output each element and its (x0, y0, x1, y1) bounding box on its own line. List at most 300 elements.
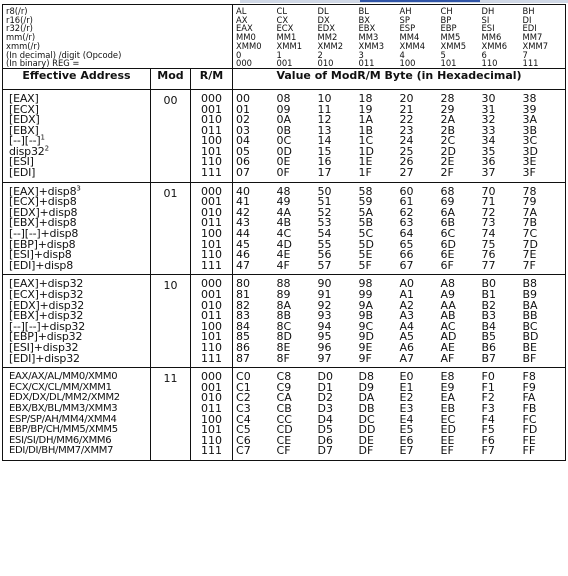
address-text: ECX/CX/CL/MM/XMM1 (9, 381, 112, 393)
modrm-value-column (479, 89, 520, 182)
modrm-value-column (315, 368, 356, 461)
modrm-hex-value: 24 (399, 134, 414, 148)
modrm-hex-value: A1 (399, 288, 415, 302)
modrm-hex-value: 99 (358, 288, 373, 302)
reg-bin: 111 (522, 58, 539, 69)
modrm-hex-value: EF (440, 444, 454, 458)
modrm-hex-value: 94 (317, 319, 332, 333)
modrm-hex-value: 38 (522, 91, 537, 105)
modrm-hex-value: 35 (481, 144, 496, 158)
reg-digit: 3 (358, 49, 364, 60)
rm-value: 000 (201, 91, 222, 105)
rm-cell (191, 89, 233, 182)
reg-r32: ECX (276, 23, 294, 34)
rm-value: 010 (201, 391, 222, 405)
address-text: [ESI]+disp32 (9, 340, 79, 354)
modrm-hex-value: 83 (236, 309, 251, 323)
modrm-value-column (520, 89, 566, 182)
reg-digit: 7 (522, 49, 528, 60)
modrm-hex-value: B8 (522, 277, 538, 291)
modrm-value-column (315, 275, 356, 368)
modrm-hex-value: 00 (236, 91, 251, 105)
operand-label: mm(/r) (6, 32, 36, 43)
address-text: [--][--]+disp32 (9, 319, 86, 333)
modrm-hex-value: A0 (399, 277, 415, 291)
modrm-hex-value: 04 (236, 134, 251, 148)
modrm-hex-value: BE (522, 340, 538, 354)
modrm-hex-value: 68 (440, 184, 455, 198)
modrm-hex-value: 66 (399, 248, 414, 262)
operand-label: (In binary) REG = (6, 58, 80, 69)
modrm-hex-value: 67 (399, 258, 414, 272)
address-text: [EBP]+disp8 (9, 237, 76, 251)
reg-xmm: XMM2 (317, 40, 344, 51)
modrm-hex-value: 56 (317, 248, 332, 262)
modrm-hex-value: 81 (236, 288, 251, 302)
modrm-value-column (520, 182, 566, 275)
modrm-hex-value: 11 (317, 102, 332, 116)
operand-label: xmm(/r) (6, 40, 41, 51)
address-text: ESP/SP/AH/MM4/XMM4 (9, 413, 117, 425)
modrm-hex-value: 09 (276, 102, 291, 116)
modrm-hex-value: 32 (481, 113, 496, 127)
modrm-hex-value: 16 (317, 155, 332, 169)
modrm-hex-value: 36 (481, 155, 496, 169)
modrm-hex-value: 2E (440, 155, 455, 169)
effective-address-cell (3, 182, 151, 275)
modrm-hex-value: 54 (317, 227, 332, 241)
modrm-hex-value: AF (440, 351, 455, 365)
modrm-value-column (397, 368, 438, 461)
modrm-hex-value: E2 (399, 391, 414, 405)
rm-value: 001 (201, 102, 222, 116)
modrm-hex-value: 1F (358, 166, 372, 180)
reg-r16: SI (481, 14, 490, 25)
modrm-value-column (233, 275, 274, 368)
rm-value: 001 (201, 288, 222, 302)
address-text: [ECX]+disp32 (9, 288, 84, 302)
modrm-hex-value: 69 (440, 195, 455, 209)
modrm-hex-value: 8A (276, 298, 292, 312)
operand-label: r8(/r) (6, 6, 28, 16)
modrm-hex-value: 33 (481, 123, 496, 137)
reg-bin: 001 (276, 58, 293, 69)
modrm-hex-value: 31 (481, 102, 496, 116)
modrm-hex-value: 26 (399, 155, 414, 169)
modrm-hex-value: 64 (399, 227, 414, 241)
modrm-hex-value: 93 (317, 309, 332, 323)
modrm-value-column (438, 89, 479, 182)
modrm-hex-value: CF (276, 444, 291, 458)
value-header: Value of ModR/M Byte (in Hexadecimal) (233, 68, 566, 89)
reg-column-3 (356, 5, 397, 69)
modrm-hex-value: 51 (317, 195, 332, 209)
reg-r8: BH (522, 6, 535, 16)
modrm-hex-value: 5E (358, 248, 373, 262)
modrm-hex-value: 28 (440, 91, 455, 105)
modrm-value-column (274, 368, 315, 461)
reg-bin: 000 (236, 58, 253, 69)
address-text: [EDX]+disp8 (9, 205, 78, 219)
rm-value: 100 (201, 227, 222, 241)
modrm-hex-value: BF (522, 351, 537, 365)
modrm-hex-value: 2D (440, 144, 456, 158)
modrm-hex-value: 76 (481, 248, 496, 262)
reg-digit: 5 (440, 49, 446, 60)
modrm-hex-value: 8F (276, 351, 290, 365)
modrm-hex-value: BC (522, 319, 538, 333)
modrm-table (2, 4, 566, 461)
modrm-hex-value: D8 (358, 370, 374, 384)
modrm-hex-value: DF (358, 444, 374, 458)
modrm-hex-value: 2C (440, 134, 456, 148)
modrm-hex-value: 86 (236, 340, 251, 354)
reg-r16: SP (399, 14, 410, 25)
rm-cell (191, 182, 233, 275)
address-text: [EDX] (9, 113, 40, 127)
modrm-value-column (479, 182, 520, 275)
rm-value: 011 (201, 216, 222, 230)
reg-digit: 1 (276, 49, 282, 60)
address-text: [EBX]+disp32 (9, 309, 84, 323)
rm-value: 001 (201, 380, 222, 394)
modrm-value-column (479, 275, 520, 368)
modrm-value-column (520, 368, 566, 461)
modrm-hex-value: 06 (236, 155, 251, 169)
modrm-hex-value: F2 (481, 391, 495, 405)
effective-address (9, 168, 150, 179)
modrm-hex-value: ED (440, 423, 456, 437)
modrm-hex-value: 6C (440, 227, 456, 241)
modrm-hex-value: F3 (481, 401, 495, 415)
modrm-hex-value: F1 (481, 380, 495, 394)
reg-column-6 (479, 5, 520, 69)
modrm-value-column (274, 89, 315, 182)
modrm-hex-value: 8E (276, 340, 291, 354)
modrm-value-column (315, 89, 356, 182)
address-text: EBX/BX/BL/MM3/XMM3 (9, 402, 118, 414)
modrm-hex-value: EE (440, 433, 455, 447)
mod-group-00 (3, 89, 566, 182)
modrm-hex-value: E3 (399, 401, 414, 415)
modrm-hex-value: 0E (276, 155, 291, 169)
rm-value: 010 (201, 205, 222, 219)
modrm-hex-value: 5C (358, 227, 374, 241)
modrm-hex-value: 7C (522, 227, 538, 241)
modrm-hex-value: DC (358, 412, 375, 426)
modrm-hex-value: 34 (481, 134, 496, 148)
rm-value: 111 (201, 166, 222, 180)
modrm-hex-value: A7 (399, 351, 415, 365)
modrm-hex-value: E8 (440, 370, 455, 384)
modrm-hex-value: 29 (440, 102, 455, 116)
modrm-hex-value: 6F (440, 258, 454, 272)
modrm-hex-value: C7 (236, 444, 251, 458)
modrm-hex-value: 47 (236, 258, 251, 272)
modrm-value-column (233, 368, 274, 461)
modrm-hex-value: 25 (399, 144, 414, 158)
reg-digit: 2 (317, 49, 323, 60)
modrm-hex-value: 2B (440, 123, 456, 137)
reg-column-0 (233, 5, 274, 69)
modrm-hex-value: F8 (522, 370, 536, 384)
modrm-hex-value: 98 (358, 277, 373, 291)
modrm-hex-value: A4 (399, 319, 415, 333)
modrm-hex-value: 1D (358, 144, 374, 158)
reg-column-4 (397, 5, 438, 69)
modrm-hex-value: 9A (358, 298, 374, 312)
reg-r16: DX (317, 14, 330, 25)
modrm-hex-value: 90 (317, 277, 332, 291)
modrm-hex-value: 23 (399, 123, 414, 137)
modrm-hex-value: C2 (236, 391, 251, 405)
address-text: [EDI]+disp32 (9, 351, 80, 365)
modrm-hex-value: 7E (522, 248, 537, 262)
modrm-hex-value: 4D (276, 237, 292, 251)
footnote-marker: 1 (40, 133, 45, 142)
modrm-hex-value: 9E (358, 340, 373, 354)
reg-bin: 110 (481, 58, 498, 69)
footnote-marker: 3 (76, 184, 81, 193)
modrm-hex-value: FB (522, 401, 537, 415)
modrm-hex-value: 19 (358, 102, 373, 116)
address-text: [ECX] (9, 102, 39, 116)
reg-mm: MM0 (236, 32, 256, 43)
rm-value: 101 (201, 144, 222, 158)
modrm-hex-value: 4A (276, 205, 292, 219)
modrm-hex-value: EB (440, 401, 456, 415)
reg-xmm: XMM3 (358, 40, 385, 51)
reg-r32: EBX (358, 23, 376, 34)
reg-xmm: XMM5 (440, 40, 467, 51)
rm-value: 101 (201, 423, 222, 437)
modrm-hex-value: C5 (236, 423, 251, 437)
modrm-hex-value: 03 (236, 123, 251, 137)
modrm-hex-value: 3E (522, 155, 537, 169)
modrm-hex-value: 55 (317, 237, 332, 251)
rm-value: 100 (201, 319, 222, 333)
rm-cell (191, 368, 233, 461)
address-text: [EDI] (9, 166, 36, 180)
reg-mm: MM5 (440, 32, 461, 43)
modrm-hex-value: 89 (276, 288, 291, 302)
modrm-hex-value: C9 (276, 380, 292, 394)
modrm-hex-value: 61 (399, 195, 414, 209)
modrm-hex-value: 30 (481, 91, 496, 105)
modrm-value-column (233, 182, 274, 275)
effective-address (9, 258, 150, 272)
modrm-hex-value: BA (522, 298, 538, 312)
modrm-hex-value: CD (276, 423, 293, 437)
modrm-hex-value: C0 (236, 370, 251, 384)
modrm-hex-value: DA (358, 391, 375, 405)
mod-header: Mod (151, 68, 191, 89)
modrm-hex-value: B1 (481, 288, 497, 302)
column-header-row (3, 68, 566, 89)
register-header-row (3, 5, 566, 69)
modrm-value-column (520, 275, 566, 368)
modrm-hex-value: 22 (399, 113, 414, 127)
reg-digit: 6 (481, 49, 487, 60)
modrm-hex-value: 0F (276, 166, 290, 180)
address-text: [ECX]+disp8 (9, 195, 77, 209)
effective-address-header: Effective Address (3, 68, 151, 89)
reg-r32: EBP (440, 23, 457, 34)
rm-value: 001 (201, 195, 222, 209)
modrm-hex-value: 63 (399, 216, 414, 230)
modrm-hex-value: CC (276, 412, 292, 426)
modrm-hex-value: 6D (440, 237, 456, 251)
modrm-hex-value: BB (522, 309, 538, 323)
modrm-hex-value: 79 (522, 195, 537, 209)
modrm-hex-value: 3A (522, 113, 538, 127)
reg-xmm: XMM7 (522, 40, 549, 51)
modrm-hex-value: A3 (399, 309, 415, 323)
rm-value: 111 (201, 351, 222, 365)
modrm-hex-value: FE (522, 433, 536, 447)
reg-bin: 100 (399, 58, 416, 69)
rm-value: 110 (201, 155, 222, 169)
modrm-hex-value: 44 (236, 227, 251, 241)
effective-address (9, 446, 150, 457)
modrm-hex-value: 46 (236, 248, 251, 262)
operand-label: (In decimal) /digit (Opcode) (6, 49, 122, 60)
modrm-hex-value: A2 (399, 298, 415, 312)
modrm-hex-value: 3F (522, 166, 536, 180)
modrm-hex-value: A9 (440, 288, 456, 302)
modrm-hex-value: 27 (399, 166, 414, 180)
modrm-hex-value: D4 (317, 412, 333, 426)
modrm-hex-value: B6 (481, 340, 497, 354)
modrm-hex-value: 78 (522, 184, 537, 198)
modrm-value-column (438, 275, 479, 368)
modrm-hex-value: 3B (522, 123, 538, 137)
modrm-hex-value: E7 (399, 444, 414, 458)
modrm-value-column (438, 368, 479, 461)
address-text: ESI/SI/DH/MM6/XMM6 (9, 434, 112, 446)
modrm-hex-value: D2 (317, 391, 333, 405)
modrm-hex-value: 7D (522, 237, 538, 251)
modrm-hex-value: AA (440, 298, 456, 312)
modrm-hex-value: 48 (276, 184, 291, 198)
reg-r16: BX (358, 14, 370, 25)
modrm-hex-value: 87 (236, 351, 251, 365)
modrm-hex-value: EA (440, 391, 455, 405)
modrm-hex-value: 21 (399, 102, 414, 116)
reg-r8: CL (276, 6, 288, 16)
rm-value: 000 (201, 370, 222, 384)
modrm-hex-value: A8 (440, 277, 456, 291)
modrm-hex-value: 4C (276, 227, 292, 241)
modrm-hex-value: 1C (358, 134, 374, 148)
reg-mm: MM2 (317, 32, 338, 43)
rm-value: 100 (201, 412, 222, 426)
modrm-hex-value: 18 (358, 91, 373, 105)
modrm-hex-value: 4B (276, 216, 292, 230)
modrm-hex-value: B4 (481, 319, 497, 333)
modrm-hex-value: 5D (358, 237, 374, 251)
rm-value: 011 (201, 401, 222, 415)
modrm-value-column (356, 89, 397, 182)
reg-mm: MM4 (399, 32, 420, 43)
modrm-hex-value: F9 (522, 380, 536, 394)
address-text: [EAX]+disp32 (9, 277, 84, 291)
modrm-hex-value: B3 (481, 309, 497, 323)
modrm-hex-value: 82 (236, 298, 251, 312)
modrm-hex-value: CB (276, 401, 292, 415)
modrm-hex-value: 53 (317, 216, 332, 230)
modrm-hex-value: 8D (276, 330, 292, 344)
address-text: disp32 (9, 144, 45, 158)
modrm-hex-value: DB (358, 401, 375, 415)
modrm-hex-value: 3D (522, 144, 538, 158)
modrm-hex-value: 0A (276, 113, 292, 127)
address-text: [EBP]+disp32 (9, 330, 83, 344)
reg-bin: 011 (358, 58, 375, 69)
address-text: [EAX]+disp8 (9, 184, 77, 198)
effective-address-cell (3, 368, 151, 461)
modrm-hex-value: 02 (236, 113, 251, 127)
reg-mm: MM1 (276, 32, 297, 43)
modrm-hex-value: 88 (276, 277, 291, 291)
modrm-hex-value: 0D (276, 144, 292, 158)
modrm-hex-value: 45 (236, 237, 251, 251)
modrm-value-column (315, 182, 356, 275)
modrm-hex-value: F5 (481, 423, 495, 437)
modrm-hex-value: 13 (317, 123, 332, 137)
modrm-value-column (356, 368, 397, 461)
modrm-hex-value: F0 (481, 370, 495, 384)
modrm-hex-value: 5B (358, 216, 374, 230)
modrm-hex-value: 74 (481, 227, 496, 241)
modrm-hex-value: 60 (399, 184, 414, 198)
address-text: EDX/DX/DL/MM2/XMM2 (9, 392, 120, 404)
modrm-hex-value: 91 (317, 288, 332, 302)
modrm-hex-value: 9B (358, 309, 374, 323)
address-text: [--][--]+disp8 (9, 227, 79, 241)
modrm-hex-value: 97 (317, 351, 332, 365)
modrm-hex-value: 84 (236, 319, 251, 333)
modrm-hex-value: F6 (481, 433, 495, 447)
rm-value: 011 (201, 123, 222, 137)
modrm-hex-value: FC (522, 412, 537, 426)
reg-r8: DH (481, 6, 495, 16)
modrm-hex-value: 62 (399, 205, 414, 219)
address-text: [ESI] (9, 155, 34, 169)
operand-label: r32(/r) (6, 23, 33, 34)
modrm-hex-value: E5 (399, 423, 414, 437)
modrm-hex-value: AC (440, 319, 456, 333)
modrm-hex-value: DD (358, 423, 376, 437)
modrm-hex-value: D7 (317, 444, 333, 458)
modrm-hex-value: B9 (522, 288, 538, 302)
address-text: [EBX] (9, 123, 39, 137)
modrm-hex-value: AD (440, 330, 457, 344)
reg-xmm: XMM0 (236, 40, 262, 51)
modrm-hex-value: 4E (276, 248, 291, 262)
modrm-hex-value: 9D (358, 330, 374, 344)
rm-value: 000 (201, 277, 222, 291)
modrm-hex-value: C6 (236, 433, 251, 447)
modrm-hex-value: F4 (481, 412, 495, 426)
address-text: EBP/BP/CH/MM5/XMM5 (9, 424, 118, 436)
modrm-hex-value: 96 (317, 340, 332, 354)
reg-r8: CH (440, 6, 453, 16)
modrm-value-column (479, 368, 520, 461)
modrm-hex-value: 9C (358, 319, 374, 333)
modrm-hex-value: 1B (358, 123, 374, 137)
rm-value: 111 (201, 444, 222, 458)
